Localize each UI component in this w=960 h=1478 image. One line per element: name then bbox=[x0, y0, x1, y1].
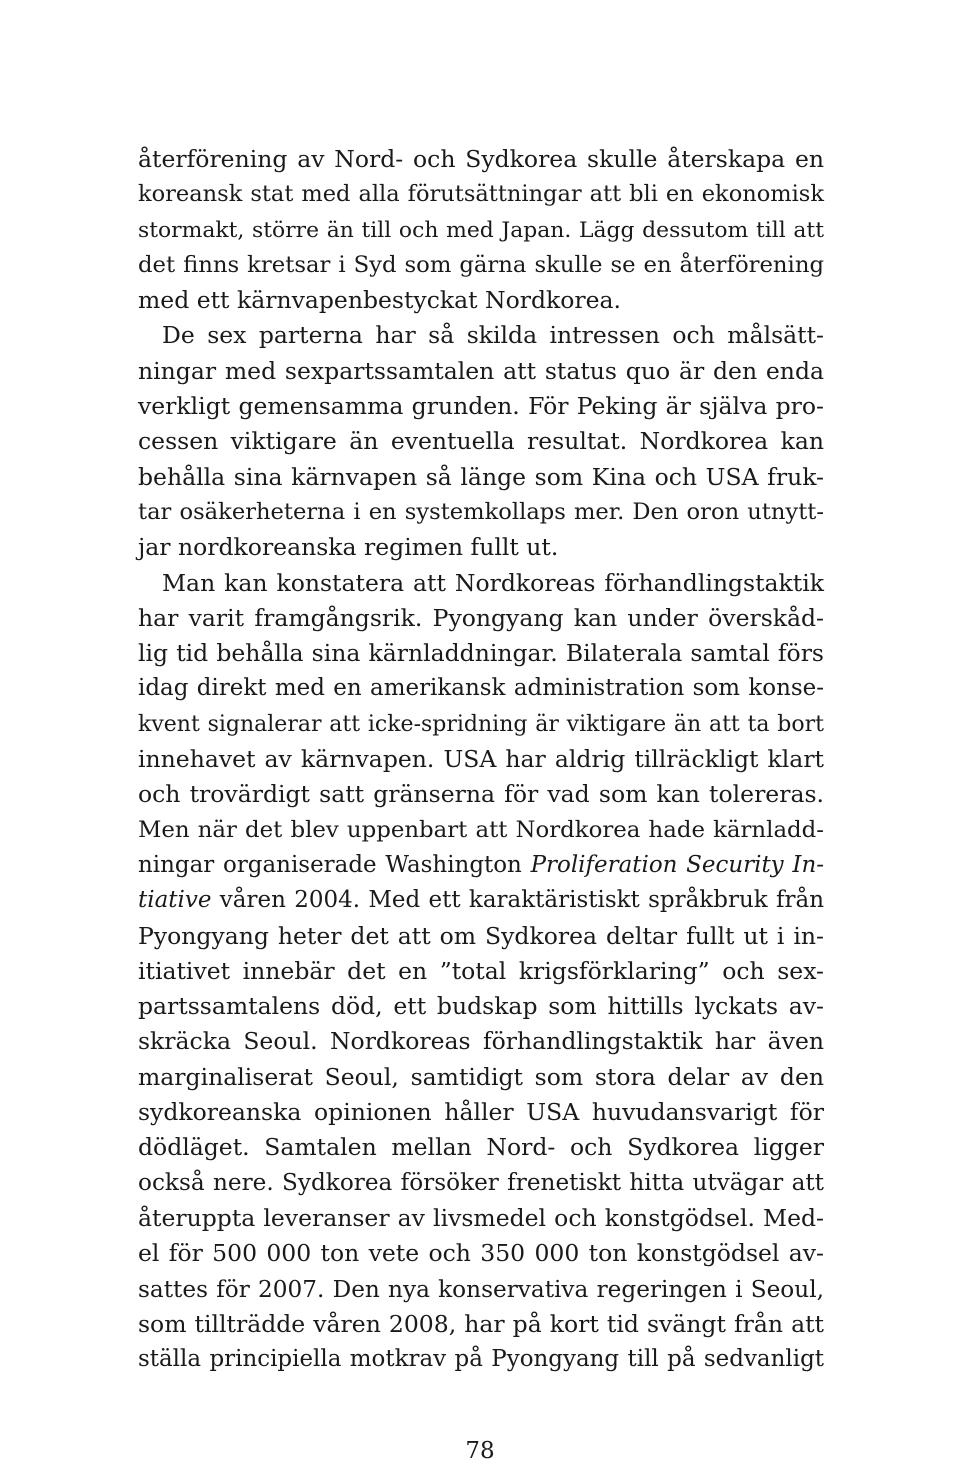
text-run: ningar organiserade Washington bbox=[138, 851, 531, 878]
text-line: De sex parterna har så skilda intressen och målsätt- bbox=[162, 321, 824, 350]
text-line bbox=[138, 848, 824, 883]
text-line: sattes för 2007. Den nya konservativa regeringen i Seoul, bbox=[138, 1275, 824, 1303]
text-line: återförening av Nord- och Sydkorea skulle återskapa en bbox=[138, 145, 824, 173]
text-line: skräcka Seoul. Nordkoreas förhandlingstaktik har även bbox=[138, 1027, 824, 1056]
paragraph bbox=[138, 142, 824, 318]
text-line: partssamtalens död, ett budskap som hittills lyckats av- bbox=[138, 992, 824, 1021]
paragraph bbox=[138, 566, 824, 1378]
italic-title: tiative bbox=[138, 887, 212, 914]
text-line: marginaliserat Seoul, samtidigt som stora delar av den bbox=[138, 1062, 824, 1091]
text-line: Men när det blev uppenbart att Nordkorea hade kärnladd- bbox=[138, 816, 824, 843]
text-line bbox=[138, 883, 824, 918]
text-line: behålla sina kärnvapen så länge som Kina och USA fruk- bbox=[138, 462, 824, 491]
text-line: lig tid behålla sina kärnladdningar. Bilaterala samtal förs bbox=[138, 639, 824, 668]
text-line: återuppta leveranser av livsmedel och konstgödsel. Med- bbox=[138, 1203, 824, 1232]
text-run: våren 2004. Med ett karaktäristiskt språkbruk från bbox=[211, 887, 824, 914]
text-line: verkligt gemensamma grunden. För Peking är själva pro- bbox=[138, 392, 824, 421]
text-line: och trovärdigt satt gränserna för vad som kan tolereras. bbox=[138, 780, 824, 809]
text-line: ställa principiella motkrav på Pyongyang till på sedvanligt bbox=[138, 1346, 824, 1373]
text-line: har varit framgångsrik. Pyongyang kan under överskåd- bbox=[138, 603, 824, 632]
text-line: koreansk stat med alla förutsättningar att bli en ekonomisk bbox=[138, 181, 824, 208]
text-line: också nere. Sydkorea försöker frenetiskt hitta utvägar att bbox=[138, 1169, 824, 1196]
text-line: som tillträdde våren 2008, har på kort tid svängt från att bbox=[138, 1309, 824, 1338]
text-line: itiativet innebär det en ”total krigsförklaring” och sex- bbox=[138, 956, 824, 985]
text-line: Man kan konstatera att Nordkoreas förhandlingstaktik bbox=[162, 568, 824, 597]
text-line: det finns kretsar i Syd som gärna skulle se en återförening bbox=[138, 251, 824, 278]
text-line: sydkoreanska opinionen håller USA huvudansvarigt för bbox=[138, 1098, 824, 1127]
text-line: dödläget. Samtalen mellan Nord- och Sydkorea ligger bbox=[138, 1133, 824, 1162]
italic-title: Proliferation Security In- bbox=[530, 851, 824, 878]
text-line: Pyongyang heter det att om Sydkorea deltar fullt ut i in- bbox=[138, 921, 824, 950]
text-line: el för 500 000 ton vete och 350 000 ton konstgödsel av- bbox=[138, 1239, 824, 1268]
body-text bbox=[138, 142, 824, 1377]
page-number: 78 bbox=[465, 1438, 495, 1464]
text-line: tar osäkerheterna i en systemkollaps mer. Den oron utnytt- bbox=[138, 498, 824, 525]
text-line: jar nordkoreanska regimen fullt ut. bbox=[138, 533, 559, 562]
text-line: idag direkt med en amerikansk administration som konse- bbox=[138, 675, 824, 702]
text-line: stormakt, större än till och med Japan. Lägg dessutom till att bbox=[138, 217, 824, 243]
text-line: med ett kärnvapenbestyckat Nordkorea. bbox=[138, 286, 622, 315]
text-line: kvent signalerar att icke-spridning är viktigare än att ta bort bbox=[138, 711, 824, 737]
text-line: cessen viktigare än eventuella resultat. Nordkorea kan bbox=[138, 427, 824, 456]
text-line: innehavet av kärnvapen. USA har aldrig tillräckligt klart bbox=[138, 745, 824, 774]
paragraph bbox=[138, 318, 824, 565]
text-line: ningar med sexpartssamtalen att status quo är den enda bbox=[138, 356, 824, 385]
